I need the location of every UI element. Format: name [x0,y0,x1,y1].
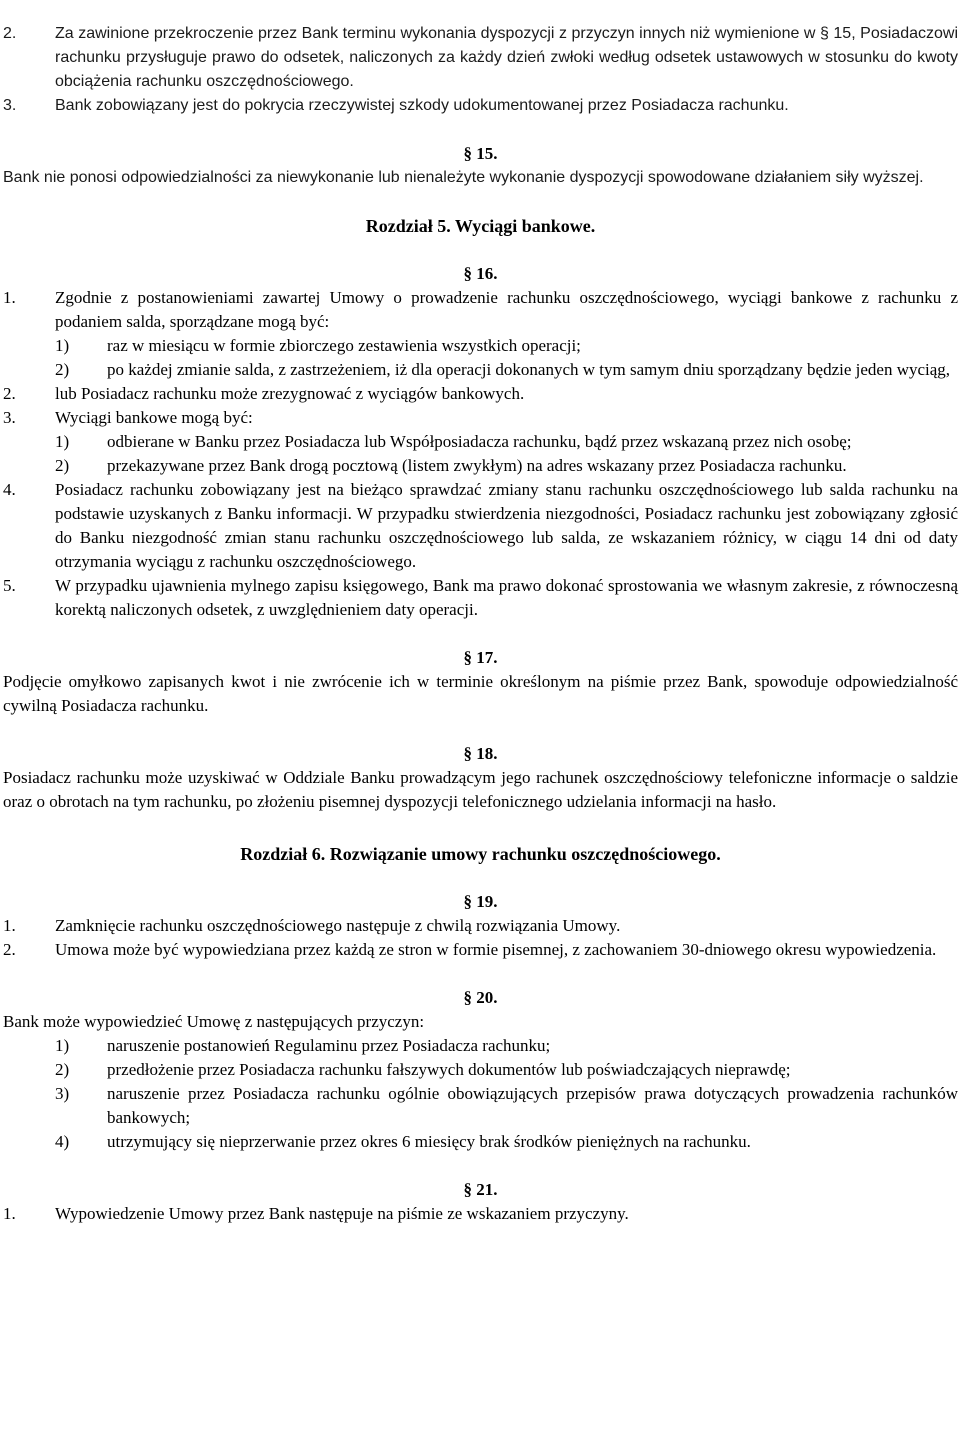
list-item [3,430,958,454]
paragraph-text: Umowa może być wypowiedziana przez każdą ze stron w formie pisemnej, z zachowaniem 30-dniowego okresu wypowiedzenia. [55,940,937,959]
list-item-text: przekazywane przez Bank drogą pocztową (listem zwykłym) na adres wskazany przez Posiadacza rachunku. [107,456,847,475]
list-item-number: 2) [55,456,70,475]
list-item-number: 3) [55,1084,70,1103]
section-heading-16: § 16. [463,264,498,283]
list-item-text: raz w miesiącu w formie zbiorczego zestawienia wszystkich operacji; [107,336,581,355]
paragraph-number: 1. [3,916,16,935]
paragraph-number: 2. [3,25,17,42]
paragraph-number: 2. [3,384,16,403]
list-item-text: naruszenie postanowień Regulaminu przez Posiadacza rachunku; [107,1036,551,1055]
list-item-text: naruszenie przez Posiadacza rachunku ogólnie obowiązujących przepisów prawa dotyczących prowadzenia rachunków bankowych; [107,1084,958,1127]
s16-paragraph-1 [3,286,958,334]
section-heading-18: § 18. [463,744,498,763]
list-item-text: odbierane w Banku przez Posiadacza lub Współposiadacza rachunku, bądź przez wskazaną przez nich osobę; [107,432,852,451]
paragraph-number: 5. [3,576,16,595]
list-item-text: po każdej zmianie salda, z zastrzeżeniem, iż dla operacji dokonanych w tym samym dniu sporządzany będzie jeden wyciąg, [107,360,951,379]
paragraph-text: Posiadacz rachunku zobowiązany jest na bieżąco sprawdzać zmiany stanu rachunku oszczędnościowego lub salda rachunku na podstawie uzyskanych z Banku informacji. W przypadku stwierdzenia niezgodności, Posiadacz rachunku jest zobowiązany zgłosić do Banku niezgodność zmian stanu rachunku oszczędnościowego lub salda, ze wskazaniem różnicy, w ciągu 14 dni od daty otrzymania wyciągu z rachunku oszczędnościowego. [55,480,958,571]
section-15-text: Bank nie ponosi odpowiedzialności za niewykonanie lub nienależyte wykonanie dyspozycji spowodowane działaniem siły wyższej. [3,169,924,186]
paragraph-text: lub Posiadacz rachunku może zrezygnować z wyciągów bankowych. [55,384,525,403]
paragraph-text: Za zawinione przekroczenie przez Bank terminu wykonania dyspozycji z przyczyn innych niż wymienione w § 15, Posiadaczowi rachunku przysługuje prawo do odsetek, naliczonych za każdy dzień zwłoki według odsetek ustawowych w stosunku do kwoty obciążenia rachunku oszczędnościowego. [55,25,958,90]
paragraph-text: W przypadku ujawnienia mylnego zapisu księgowego, Bank ma prawo dokonać sprostowania we własnym zakresie, z równoczesną korektą naliczonych odsetek, z uwzględnieniem daty operacji. [55,576,958,619]
list-item [3,454,958,478]
paragraph-number: 1. [3,288,16,307]
paragraph-text: Wyciągi bankowe mogą być: [55,408,253,427]
section-18-text: Posiadacz rachunku może uzyskiwać w Oddziale Banku prowadzącym jego rachunek oszczędnościowy telefoniczne informacje o saldzie oraz o obrotach na tym rachunku, po złożeniu pisemnej dyspozycji telefonicznego udzielania informacji na hasło. [3,768,958,811]
section-heading-15: § 15. [463,144,498,163]
list-item [3,1034,958,1058]
s16-paragraph-4 [3,478,958,574]
list-item-text: utrzymujący się nieprzerwanie przez okres 6 miesięcy brak środków pieniężnych na rachunku. [107,1132,751,1151]
paragraph-text: Wypowiedzenie Umowy przez Bank następuje na piśmie ze wskazaniem przyczyny. [55,1204,629,1223]
list-item-number: 1) [55,432,70,451]
chapter-6-title: Rozdział 6. Rozwiązanie umowy rachunku oszczędnościowego. [240,844,721,864]
s19-paragraph-1 [3,914,958,938]
list-item-number: 2) [55,1060,70,1079]
s16-paragraph-2 [3,382,958,406]
document-page [3,22,958,1226]
list-item-text: przedłożenie przez Posiadacza rachunku fałszywych dokumentów lub poświadczających nieprawdę; [107,1060,791,1079]
paragraph-3 [3,94,958,118]
paragraph-number: 3. [3,97,17,114]
paragraph-number: 1. [3,1204,16,1223]
s19-paragraph-2 [3,938,958,962]
section-20-intro: Bank może wypowiedzieć Umowę z następujących przyczyn: [3,1012,425,1031]
s16-paragraph-3 [3,406,958,430]
list-item [3,358,958,382]
paragraph-2 [3,22,958,94]
paragraph-number: 4. [3,480,16,499]
s16-paragraph-5 [3,574,958,622]
list-item [3,1082,958,1130]
paragraph-text: Zgodnie z postanowieniami zawartej Umowy o prowadzenie rachunku oszczędnościowego, wyciągi bankowe z rachunku z podaniem salda, sporządzane mogą być: [55,288,958,331]
section-heading-17: § 17. [463,648,498,667]
list-item [3,334,958,358]
section-heading-20: § 20. [463,988,498,1007]
section-17-text: Podjęcie omyłkowo zapisanych kwot i nie zwrócenie ich w terminie określonym na piśmie przez Bank, spowoduje odpowiedzialność cywilną Posiadacza rachunku. [3,672,958,715]
list-item [3,1058,958,1082]
section-heading-21: § 21. [463,1180,498,1199]
list-item-number: 4) [55,1132,70,1151]
paragraph-number: 2. [3,940,16,959]
s21-paragraph-1 [3,1202,958,1226]
paragraph-text: Zamknięcie rachunku oszczędnościowego następuje z chwilą rozwiązania Umowy. [55,916,621,935]
list-item-number: 1) [55,1036,70,1055]
section-heading-19: § 19. [463,892,498,911]
chapter-5-title: Rozdział 5. Wyciągi bankowe. [365,216,596,236]
list-item-number: 2) [55,360,70,379]
list-item-number: 1) [55,336,70,355]
paragraph-number: 3. [3,408,16,427]
paragraph-text: Bank zobowiązany jest do pokrycia rzeczywistej szkody udokumentowanej przez Posiadacza rachunku. [55,97,789,114]
list-item [3,1130,958,1154]
